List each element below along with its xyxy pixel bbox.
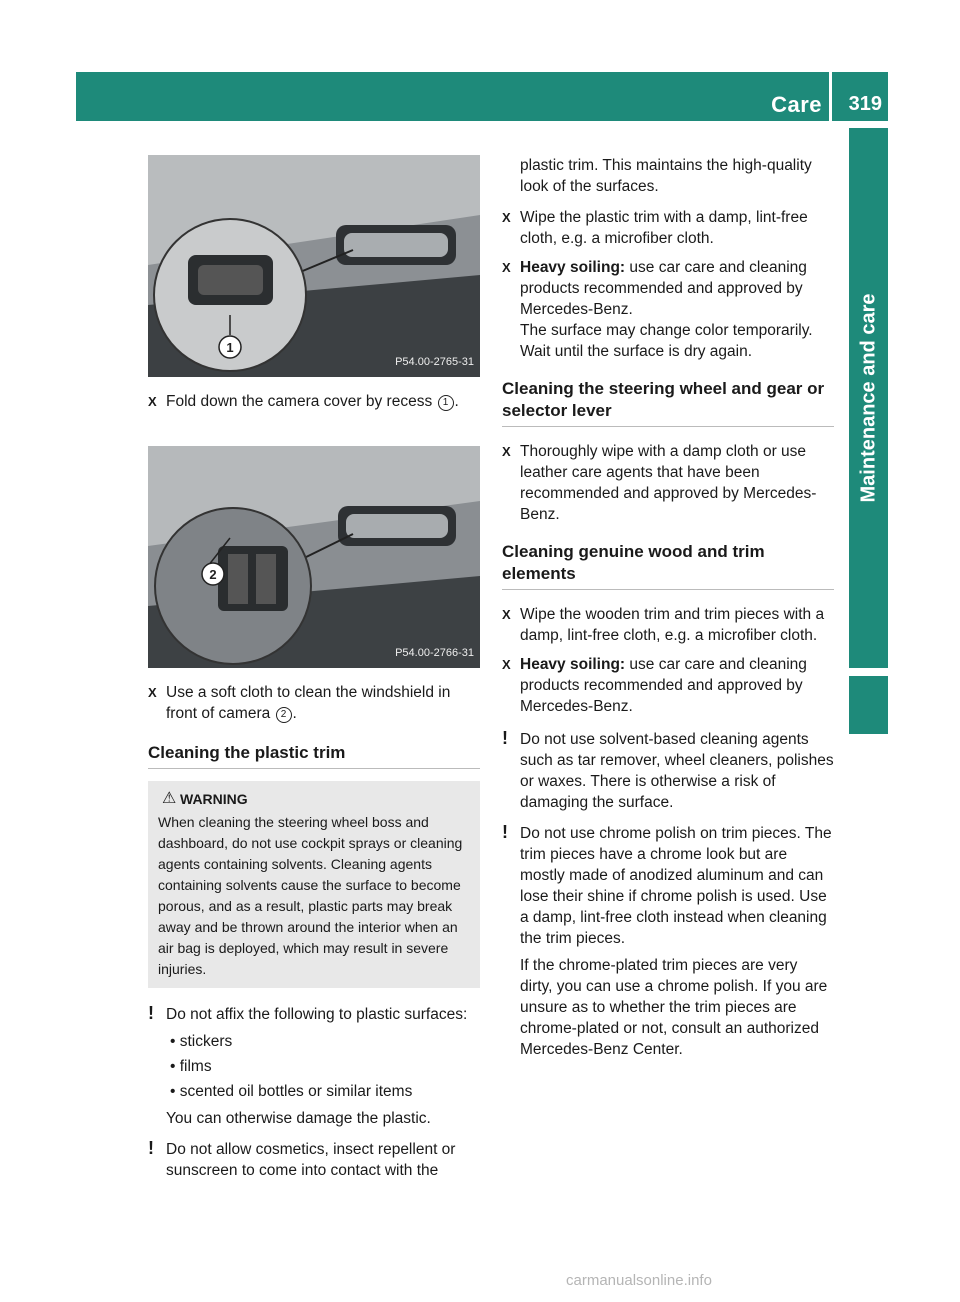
step-clean-windshield: X Use a soft cloth to clean the windshield in front of camera 2 . [148, 684, 451, 722]
callout-ref-2: 2 [276, 707, 292, 723]
watermark: carmanualsonline.info [566, 1272, 712, 1289]
step-arrow-icon: X [502, 657, 511, 672]
step-arrow-icon: X [502, 607, 511, 622]
callout-ref-1: 1 [438, 395, 454, 411]
affix-list [170, 1031, 480, 1102]
heading-plastic-trim: Cleaning the plastic trim [148, 742, 480, 769]
side-marker [849, 676, 888, 734]
continued-text: plastic trim. This maintains the high-quality look of the surfaces. [520, 157, 812, 195]
caution-icon: ! [148, 1003, 154, 1023]
chapter-side-tab [849, 128, 888, 668]
heading-steering-wheel: Cleaning the steering wheel and gear or selector lever [502, 378, 834, 427]
page-number: 319 [848, 93, 882, 115]
caution-icon: ! [502, 822, 508, 842]
heading-wood-trim: Cleaning genuine wood and trim elements [502, 541, 834, 590]
image-code: P54.00-2765-31 [395, 356, 474, 368]
caution-icon: ! [502, 728, 508, 748]
note-solvent: ! Do not use solvent-based cleaning agents such as tar remover, wheel cleaners, polishes or waxes. There is otherwise a risk of damaging the surface. [502, 728, 834, 811]
callout-1: 1 [226, 340, 234, 355]
list-item: • scented oil bottles or similar items [170, 1081, 480, 1102]
note-chrome: ! Do not use chrome polish on trim pieces. The trim pieces have a chrome look but are mostly made of anodized aluminum and can lose their shine if chrome polish is used. Use a damp, lint-free cloth instead when cleaning the trim pieces. If the chrome-plated trim pieces are very dirty, you can use a chrome polish. If you are unsure as to whether the trim pieces are chrome-plated or not, consult an authorized Mercedes-Benz Center. [502, 822, 832, 1058]
windshield-photo [148, 446, 480, 668]
step-arrow-icon: X [502, 260, 511, 275]
note-affix: ! Do not affix the following to plastic surfaces: • stickers • films • scented oil bottles or similar items You can otherwise damage the plastic. [148, 1004, 480, 1129]
step-fold-cover: X Fold down the camera cover by recess 1 . [148, 393, 459, 410]
step-arrow-icon: X [148, 685, 157, 700]
step-heavy-soiling: X Heavy soiling: use car care and cleaning products recommended and approved by Mercedes-Benz. The surface may change color temporarily. Wait until the surface is dry again. [502, 259, 813, 360]
header-divider [829, 72, 832, 121]
warning-box [148, 781, 480, 988]
header-bar [76, 72, 888, 121]
step-wood-wipe: X Wipe the wooden trim and trim pieces with a damp, lint-free cloth, e.g. a microfiber cloth. [502, 606, 825, 644]
step-arrow-icon: X [502, 444, 511, 459]
warning-triangle-icon: ⚠ [162, 790, 177, 807]
callout-2: 2 [209, 567, 217, 582]
step-wipe-plastic: X Wipe the plastic trim with a damp, lint-free cloth, e.g. a microfiber cloth. [502, 209, 808, 247]
step-steering-wipe: X Thoroughly wipe with a damp cloth or use leather care agents that have been recommended and approved by Mercedes-Benz. [502, 443, 817, 523]
note-cosmetics: ! Do not allow cosmetics, insect repellent or sunscreen to come into contact with the [148, 1138, 456, 1179]
step-arrow-icon: X [502, 210, 511, 225]
caution-icon: ! [148, 1138, 154, 1158]
step-arrow-icon: X [148, 394, 157, 409]
warning-title: ⚠ WARNING [162, 790, 248, 807]
step-heavy-soiling-wood: X Heavy soiling: use car care and cleaning products recommended and approved by Mercedes-Benz. [502, 656, 807, 715]
left-column [148, 155, 480, 1191]
warning-text: When cleaning the steering wheel boss and dashboard, do not use cockpit sprays or cleaning agents containing solvents. Cleaning agents containing solvents cause the surface to become porous, and as a result, plastic parts may break away and be thrown around the interior when an air bag is deployed, which may result in severe injuries. [158, 814, 463, 977]
list-item: • films [170, 1056, 480, 1077]
chapter-label: Maintenance and care [857, 293, 879, 503]
image-code: P54.00-2766-31 [395, 647, 474, 659]
right-column [502, 155, 834, 1070]
section-title: Care [771, 92, 822, 117]
camera-cover-photo [148, 155, 480, 377]
list-item: • stickers [170, 1031, 480, 1052]
